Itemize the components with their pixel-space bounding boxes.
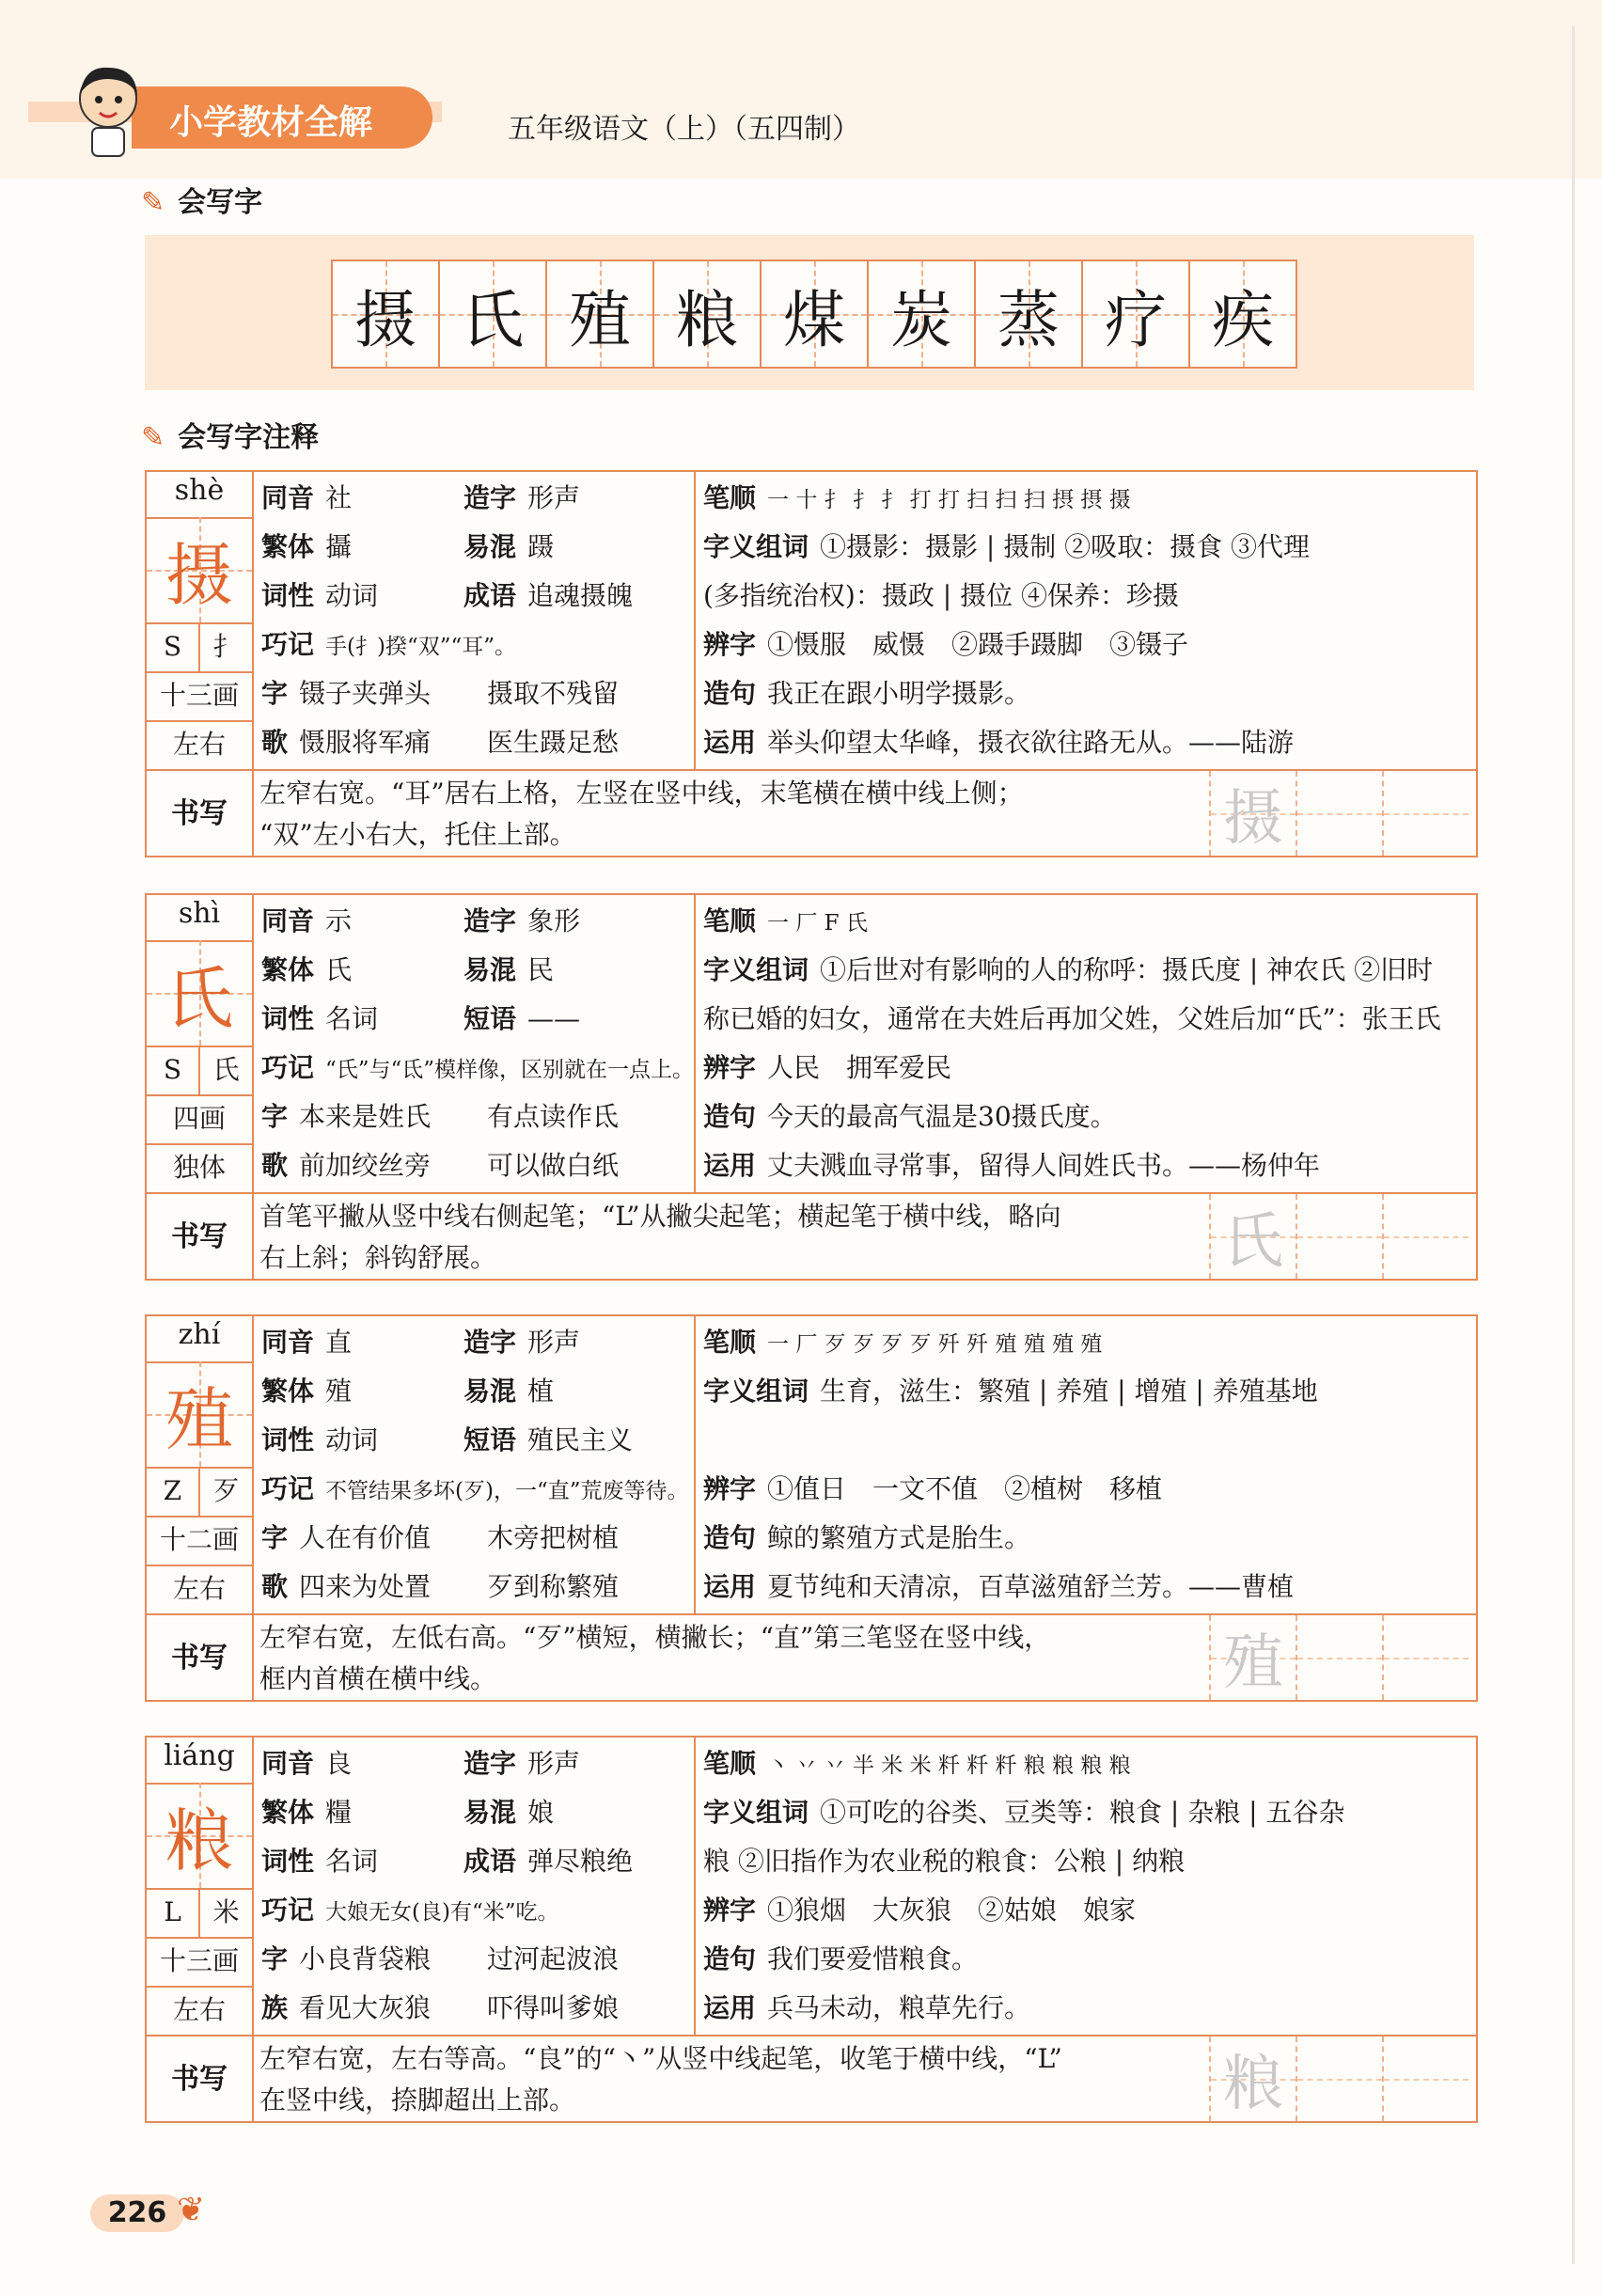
char-info-column — [254, 1738, 696, 2035]
char-note-card — [145, 470, 1478, 857]
char-cell: 氏 — [438, 259, 547, 369]
char-cell: 摄 — [331, 259, 440, 369]
meaning-row: 字义组词 ①可吃的谷类、豆类等：粮食 | 杂粮 | 五谷杂 — [703, 1797, 1345, 1828]
radical: 氏 — [212, 1054, 240, 1085]
pinyin: shì — [147, 897, 252, 942]
meaning-row-cont: 粮 ②旧指作为农业税的粮食：公粮 | 纳粮 — [703, 1846, 1186, 1877]
radical-row — [147, 1046, 252, 1096]
mnemonic-row: 巧记 “氏”与“氐”模样像，区别就在一点上。 — [261, 1052, 695, 1083]
leaf-icon: ❦ — [177, 2191, 206, 2229]
rhyme-row: 字 镊子夹弹头 摄取不残留 — [261, 678, 620, 709]
stroke-count: 十三画 — [147, 1937, 252, 1988]
radical-row — [147, 1467, 252, 1518]
practice-cell-model: 氏 — [1209, 1194, 1296, 1279]
writing-guide — [147, 2035, 1476, 2123]
big-char: 氏 — [147, 940, 252, 1047]
char-id-column — [147, 895, 254, 1192]
info-row: 繁体 殖 易混 植 — [261, 1376, 555, 1407]
structure: 独体 — [172, 1152, 226, 1183]
stroke-order-row: 笔顺 丶 丷 丷 半 米 米 粁 粁 粁 粮 粮 粮 粮 — [703, 1748, 1131, 1779]
writing-text: 首笔平撇从竖中线右侧起笔；“L”从撇尖起笔；横起笔于横中线，略向 右上斜；斜钩舒展。 — [259, 1201, 1061, 1273]
mascot-boy-icon — [56, 56, 160, 160]
char-usage-column — [696, 1738, 1476, 2035]
meaning-row-cont: 称已婚的妇女，通常在夫姓后再加父姓，父姓后加“氏”：张王氏 — [703, 1003, 1441, 1034]
usage-row: 运用 夏节纯和天清凉，百草滋殖舒兰芳。——曹植 — [703, 1571, 1295, 1602]
section-write-label: 会写字 — [178, 186, 263, 219]
radical-letter: S — [147, 622, 200, 671]
practice-cell — [1382, 771, 1468, 856]
writing-guide — [147, 1192, 1476, 1281]
practice-cell-model: 殖 — [1209, 1615, 1296, 1700]
practice-cell — [1382, 1194, 1468, 1279]
meaning-row: 字义组词 生育，滋生：繁殖 | 养殖 | 增殖 | 养殖基地 — [703, 1376, 1318, 1407]
char-note-card — [145, 893, 1478, 1281]
radical-letter: L — [147, 1888, 200, 1937]
sentence-row: 造句 鲸的繁殖方式是胎生。 — [703, 1522, 1031, 1553]
distinguish-row: 辨字 ①慑服 威慑 ②蹑手蹑脚 ③镊子 — [703, 629, 1189, 660]
writing-label: 书写 — [147, 771, 254, 857]
rhyme-row: 族 看见大灰狼 吓得叫爹娘 — [261, 1992, 620, 2023]
brand-tab — [132, 86, 432, 149]
structure: 左右 — [172, 1573, 226, 1604]
pencil-icon: ✎ — [141, 186, 165, 219]
brand-title: 小学教材全解 — [169, 103, 373, 142]
practice-grid — [1209, 1194, 1476, 1281]
pinyin: zhí — [147, 1318, 252, 1363]
info-row: 同音 社 造字 形声 — [261, 482, 581, 513]
practice-cell — [1296, 2037, 1382, 2121]
char-usage-column — [696, 472, 1476, 769]
char-id-column — [147, 1738, 254, 2035]
info-row: 词性 动词 短语 殖民主义 — [261, 1424, 634, 1455]
practice-cell-model: 粮 — [1209, 2037, 1296, 2121]
char-note-card — [145, 1314, 1478, 1702]
big-char: 摄 — [147, 517, 252, 624]
usage-row: 运用 丈夫溅血寻常事，留得人间姓氏书。——杨仲年 — [703, 1150, 1321, 1181]
rhyme-row: 字 小良背袋粮 过河起波浪 — [261, 1943, 620, 1974]
radical: 米 — [212, 1896, 240, 1927]
char-usage-column — [696, 895, 1476, 1192]
rhyme-row: 歌 前加绞丝旁 可以做白纸 — [261, 1150, 620, 1181]
writing-guide — [147, 1613, 1476, 1702]
usage-row: 运用 举头仰望太华峰，摄衣欲往路无从。——陆游 — [703, 727, 1295, 758]
stroke-count: 十三画 — [147, 671, 252, 722]
char-cell: 粮 — [652, 259, 762, 369]
practice-cell — [1382, 2037, 1468, 2121]
page-number: 226 — [90, 2194, 184, 2232]
big-char: 粮 — [147, 1783, 252, 1890]
section-heading-write — [141, 179, 262, 220]
stroke-order-row: 笔顺 一 厂 F 氏 — [703, 905, 868, 936]
char-id-column — [147, 472, 254, 769]
big-char: 殖 — [147, 1361, 252, 1469]
char-cell: 疗 — [1081, 259, 1190, 369]
practice-cell — [1296, 1615, 1382, 1700]
structure: 左右 — [172, 1994, 226, 2025]
writing-text: 左窄右宽，左右等高。“良”的“丶”从竖中线起笔，收笔于横中线，“L” 在竖中线，捺脚超出上部。 — [259, 2043, 1062, 2115]
char-cell: 炭 — [867, 259, 976, 369]
info-row: 繁体 氏 易混 民 — [261, 954, 555, 985]
meaning-row: 字义组词 ①摄影：摄影 | 摄制 ②吸取：摄食 ③代理 — [703, 531, 1311, 562]
distinguish-row: 辨字 人民 拥军爱民 — [703, 1052, 952, 1083]
meaning-row: 字义组词 ①后世对有影响的人的称呼：摄氏度 | 神农氏 ②旧时 — [703, 954, 1434, 985]
info-row: 词性 名词 成语 弹尽粮绝 — [261, 1846, 634, 1877]
info-row: 同音 良 造字 形声 — [261, 1748, 581, 1779]
mnemonic-row: 巧记 手(扌)揆“双”“耳”。 — [261, 629, 516, 660]
pencil-icon: ✎ — [141, 421, 165, 454]
char-info-column — [254, 1316, 696, 1613]
radical-row — [147, 622, 252, 673]
rhyme-row: 歌 慑服将军痛 医生蹑足愁 — [261, 727, 620, 758]
writing-text: 左窄右宽。“耳”居右上格，左竖在竖中线，末笔横在横中线上侧； “双”左小右大，托住上部。 — [259, 778, 1024, 850]
sentence-row: 造句 我正在跟小明学摄影。 — [703, 678, 1031, 709]
radical-letter: S — [147, 1046, 200, 1094]
practice-cell-model: 摄 — [1209, 771, 1296, 856]
stroke-order-row: 笔顺 一 厂 歹 歹 歹 歹 歼 歼 殖 殖 殖 殖 — [703, 1327, 1103, 1358]
mnemonic-row: 巧记 大娘无女(良)有“米”吃。 — [261, 1895, 559, 1926]
writing-text: 左窄右宽，左低右高。“歹”横短，横撇长；“直”第三笔竖在竖中线， 框内首横在横中线。 — [259, 1622, 1051, 1694]
char-usage-column — [696, 1316, 1476, 1613]
meaning-row-cont: (多指统治权)：摄政 | 摄位 ④保养：珍摄 — [703, 580, 1179, 611]
practice-grid — [1209, 2037, 1476, 2123]
char-cell: 疾 — [1188, 259, 1297, 369]
stroke-order-row: 笔顺 一 十 扌 扌 扌 打 打 扫 扫 扫 摂 摂 摄 — [703, 482, 1131, 513]
sentence-row: 造句 我们要爱惜粮食。 — [703, 1943, 979, 1974]
practice-grid — [1209, 1615, 1476, 1702]
radical: 歹 — [212, 1475, 240, 1506]
radical: 扌 — [212, 631, 240, 662]
char-cell: 殖 — [545, 259, 654, 369]
char-cell: 煤 — [760, 259, 869, 369]
info-row: 繁体 攝 易混 蹑 — [261, 531, 555, 562]
page-edge-line — [1572, 26, 1575, 2264]
section-heading-notes — [141, 414, 319, 455]
practice-cell — [1382, 1615, 1468, 1700]
distinguish-row: 辨字 ①值日 一文不值 ②植树 移植 — [703, 1473, 1163, 1504]
sentence-row: 造句 今天的最高气温是30摄氏度。 — [703, 1101, 1117, 1132]
writing-guide — [147, 769, 1476, 857]
writing-label: 书写 — [147, 1194, 254, 1281]
chars-grid — [331, 259, 1296, 369]
writing-label: 书写 — [147, 1615, 254, 1702]
rhyme-row: 歌 四来为处置 歹到称繁殖 — [261, 1571, 620, 1602]
rhyme-row: 字 人在有价值 木旁把树植 — [261, 1522, 620, 1553]
book-title: 五年级语文（上）（五四制） — [508, 113, 860, 146]
writing-label: 书写 — [147, 2037, 254, 2123]
structure: 左右 — [172, 729, 226, 760]
distinguish-row: 辨字 ①狼烟 大灰狼 ②姑娘 娘家 — [703, 1895, 1137, 1926]
stroke-count: 四画 — [147, 1094, 252, 1145]
info-row: 繁体 糧 易混 娘 — [261, 1797, 555, 1828]
mnemonic-row: 巧记 不管结果多坏(歹)，一“直”荒废等待。 — [261, 1473, 689, 1504]
pinyin: liáng — [147, 1739, 252, 1785]
info-row: 词性 动词 成语 追魂摄魄 — [261, 580, 634, 611]
rhyme-row: 字 本来是姓氏 有点读作氐 — [261, 1101, 620, 1132]
info-row: 词性 名词 短语 —— — [261, 1003, 581, 1034]
usage-row: 运用 兵马未动，粮草先行。 — [703, 1992, 1031, 2023]
char-note-card — [145, 1736, 1478, 2123]
practice-grid — [1209, 771, 1476, 857]
practice-cell — [1296, 1194, 1382, 1279]
char-info-column — [254, 895, 696, 1192]
char-cell: 蒸 — [974, 259, 1083, 369]
radical-letter: Z — [147, 1467, 200, 1516]
char-info-column — [254, 472, 696, 769]
section-notes-label: 会写字注释 — [178, 421, 320, 454]
char-id-column — [147, 1316, 254, 1613]
radical-row — [147, 1888, 252, 1939]
info-row: 同音 示 造字 象形 — [261, 905, 581, 936]
info-row: 同音 直 造字 形声 — [261, 1327, 581, 1358]
practice-cell — [1296, 771, 1382, 856]
pinyin: shè — [147, 474, 252, 519]
stroke-count: 十二画 — [147, 1516, 252, 1566]
